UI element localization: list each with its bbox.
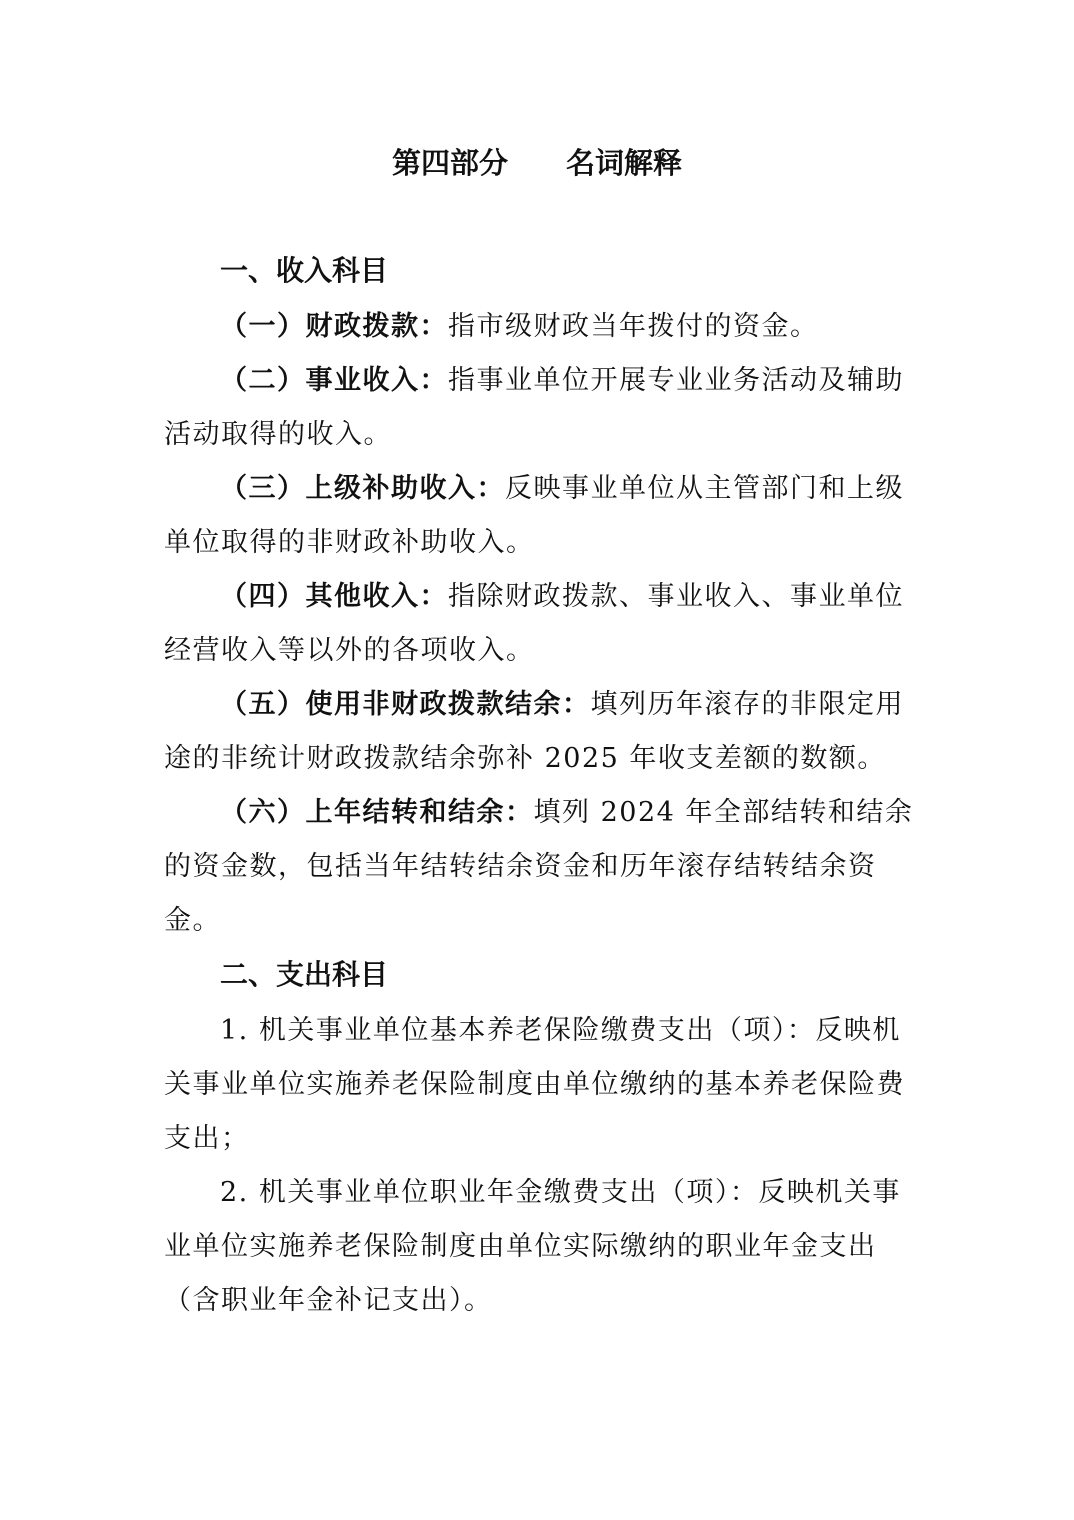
income-item-fiscal-appropriation <box>164 300 924 354</box>
item-text: 填列历年滚存的非限定用途的非统计财政拨款结余弥补 2025 年收支差额的数额。 <box>164 689 904 774</box>
item-term: （二）事业收入： <box>220 365 448 396</box>
item-text: 1. 机关事业单位基本养老保险缴费支出（项）：反映机关事业单位实施养老保险制度由单位缴纳的基本养老保险费支出； <box>164 1015 905 1154</box>
item-text: 填列 2024 年全部结转和结余的资金数，包括当年结转结余资金和历年滚存结转结余资金。 <box>164 797 914 936</box>
section-heading-expenditure: 二、支出科目 <box>220 958 389 991</box>
expenditure-item-pension-insurance <box>164 1004 924 1166</box>
item-term: （五）使用非财政拨款结余： <box>220 689 591 720</box>
section-heading-income: 一、收入科目 <box>220 254 389 287</box>
income-item-non-fiscal-balance <box>164 678 924 786</box>
item-text: 指除财政拨款、事业收入、事业单位经营收入等以外的各项收入。 <box>164 581 904 666</box>
income-item-superior-subsidy <box>164 462 924 570</box>
item-text: 指市级财政当年拨付的资金。 <box>448 311 819 342</box>
item-term: （三）上级补助收入： <box>220 473 505 504</box>
income-item-prior-year-carryover <box>164 786 924 948</box>
item-text: 指事业单位开展专业业务活动及辅助活动取得的收入。 <box>164 365 904 450</box>
item-term: （四）其他收入： <box>220 581 448 612</box>
item-text: 2. 机关事业单位职业年金缴费支出（项）：反映机关事业单位实施养老保险制度由单位实际缴纳的职业年金支出（含职业年金补记支出）。 <box>164 1177 901 1316</box>
item-term: （六）上年结转和结余： <box>220 797 534 828</box>
page-title: 第四部分 名词解释 <box>391 146 682 180</box>
expenditure-item-occupational-annuity <box>164 1166 924 1328</box>
item-term: （一）财政拨款： <box>220 311 448 342</box>
income-item-business-income <box>164 354 924 462</box>
income-item-other-income <box>164 570 924 678</box>
item-text: 反映事业单位从主管部门和上级单位取得的非财政补助收入。 <box>164 473 904 558</box>
